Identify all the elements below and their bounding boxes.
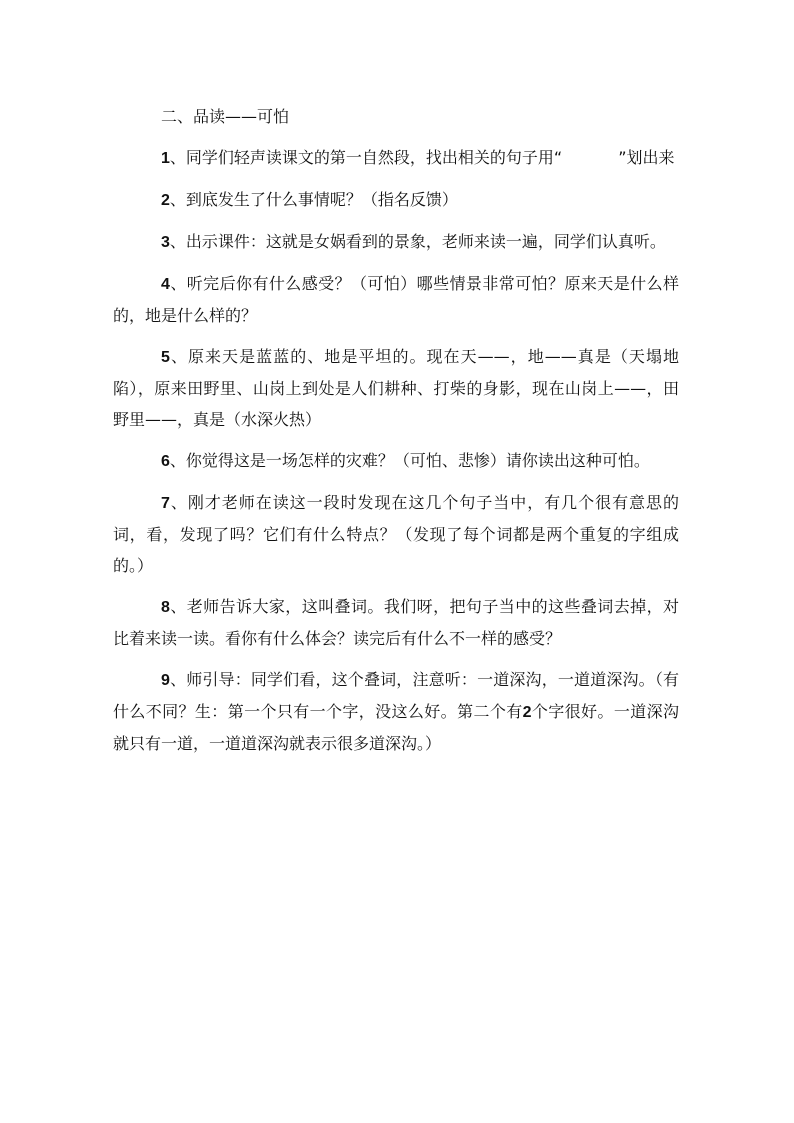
paragraph-7 [113, 487, 679, 581]
paragraph-text-continued: 个字很好。一道深沟就只有一道，一道道深沟就表示很多道深沟。） [113, 702, 679, 753]
paragraph-number: 8 [161, 599, 170, 616]
paragraph-9 [113, 664, 679, 759]
paragraph-number: 6 [161, 453, 170, 470]
paragraph-number: 3 [161, 234, 170, 251]
paragraph-text: 、听完后你有什么感受？（可怕）哪些情景非常可怕？原来天是什么样的，地是什么样的？ [113, 274, 679, 325]
paragraph-2 [113, 184, 679, 216]
paragraph-1 [113, 142, 679, 174]
paragraph-text: 、出示课件：这就是女娲看到的景象，老师来读一遍，同学们认真听。 [169, 232, 666, 251]
paragraph-6 [113, 445, 679, 477]
paragraph-text-continued: ”划出来 [618, 148, 675, 167]
paragraph-number: 1 [161, 150, 170, 167]
paragraph-text: 、刚才老师在读这一段时发现在这几个句子当中，有几个很有意思的词，看，发现了吗？它们有什么特点？（发现了每个词都是两个重复的字组成的。） [113, 493, 679, 575]
paragraph-number: 4 [161, 276, 170, 293]
paragraph-text: 、师引导：同学们看，这个叠词，注意听：一道深沟，一道道深沟。（有什么不同？生：第一个只有一个字，没这么好。第二个有 [113, 670, 679, 721]
paragraph-text: 、到底发生了什么事情呢？（指名反馈） [169, 190, 458, 209]
paragraph-number: 7 [161, 495, 170, 512]
section-heading: 二、品读——可怕 [161, 107, 290, 126]
paragraph-number: 2 [161, 192, 170, 209]
paragraph-text: 、同学们轻声读课文的第一自然段，找出相关的句子用“ [169, 148, 563, 167]
inline-number: 2 [522, 704, 532, 721]
paragraph-number: 9 [161, 672, 170, 689]
document-body [113, 101, 679, 769]
paragraph-number: 5 [161, 349, 170, 366]
paragraph-4 [113, 268, 679, 331]
paragraph-text: 、你觉得这是一场怎样的灾难？（可怕、悲惨）请你读出这种可怕。 [169, 451, 650, 470]
paragraph-3 [113, 226, 679, 258]
paragraph-text: 、原来天是蓝蓝的、地是平坦的。现在天——，地——真是（天塌地陷），原来田野里、山岗上到处是人们耕种、打柴的身影，现在山岗上——，田野里——，真是（水深火热） [113, 347, 679, 429]
paragraph-5 [113, 341, 679, 435]
paragraph-text: 、老师告诉大家，这叫叠词。我们呀，把句子当中的这些叠词去掉，对比着来读一读。看你有什么体会？读完后有什么不一样的感受？ [113, 597, 679, 648]
paragraph-8 [113, 591, 679, 654]
